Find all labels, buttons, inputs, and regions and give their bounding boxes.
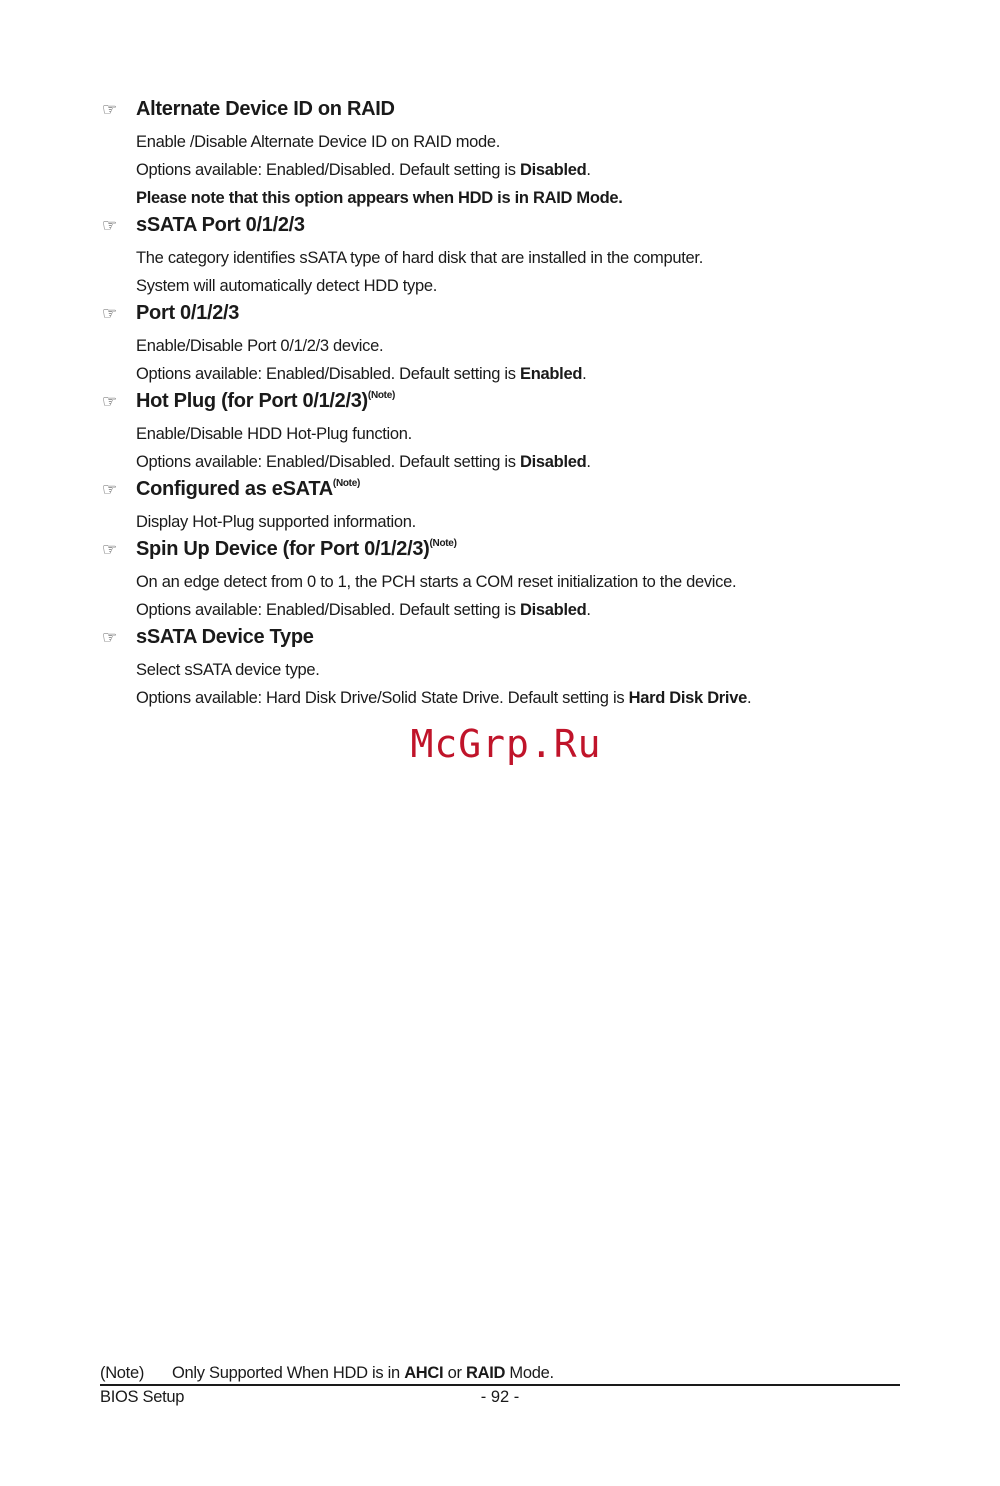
line-text: Select sSATA device type.: [136, 661, 320, 679]
setting-section: [100, 390, 920, 476]
setting-section: [100, 626, 920, 712]
footer-divider: [100, 1384, 900, 1386]
line-punctuation: .: [586, 453, 591, 471]
line-text: Options available: Hard Disk Drive/Solid State Drive. Default setting is: [136, 689, 629, 707]
footnote-text-after: Mode.: [505, 1364, 554, 1382]
footnote-text-before: Only Supported When HDD is in: [172, 1364, 405, 1382]
line-punctuation: .: [582, 365, 587, 383]
description-line: [136, 448, 920, 476]
section-list: [100, 98, 920, 714]
line-text: The category identifies sSATA type of hard disk that are installed in the computer.: [136, 249, 703, 267]
default-value: Disabled: [520, 453, 587, 471]
description-line: [136, 128, 920, 156]
setting-title-text: Hot Plug (for Port 0/1/2/3): [136, 390, 368, 412]
line-punctuation: .: [746, 689, 752, 707]
pointing-hand-icon: ☞: [102, 392, 118, 411]
line-text: Display Hot-Plug supported information.: [136, 513, 416, 531]
description-line: [136, 244, 920, 272]
setting-description: [100, 508, 920, 536]
line-text: On an edge detect from 0 to 1, the PCH starts a COM reset initialization to the device.: [136, 573, 737, 591]
setting-title-text: sSATA Port 0/1/2/3: [136, 214, 305, 236]
setting-title: [136, 538, 457, 561]
description-line: [136, 272, 920, 300]
setting-title-text: Configured as eSATA: [136, 478, 333, 500]
description-line: [136, 360, 920, 388]
default-value: Enabled: [520, 365, 583, 383]
setting-title: [136, 214, 305, 237]
setting-section: [100, 302, 920, 388]
setting-description: [100, 656, 920, 712]
setting-section: [100, 478, 920, 536]
line-text: Options available: Enabled/Disabled. Default setting is: [136, 453, 521, 471]
setting-section: [100, 214, 920, 300]
footnote-label: (Note): [100, 1364, 145, 1382]
note-marker: (Note): [429, 538, 457, 549]
pointing-hand-icon: ☞: [102, 100, 118, 119]
setting-title: [136, 98, 395, 121]
line-punctuation: .: [586, 161, 591, 179]
pointing-hand-icon: ☞: [102, 304, 118, 323]
default-value: Disabled: [520, 601, 587, 619]
setting-title: [136, 478, 360, 501]
setting-description: [100, 420, 920, 476]
note-marker: (Note): [332, 478, 361, 489]
pointing-hand-icon: ☞: [102, 216, 118, 235]
line-text: Options available: Enabled/Disabled. Default setting is: [136, 161, 521, 179]
line-punctuation: .: [586, 601, 591, 619]
description-line: [136, 508, 920, 536]
footnote-text-mid: or: [443, 1364, 466, 1382]
setting-heading: [100, 98, 920, 128]
setting-title-text: Alternate Device ID on RAID: [136, 98, 395, 120]
footnote: [100, 1364, 554, 1383]
setting-title: [136, 626, 314, 649]
line-text: Please note that this option appears when HDD is in RAID Mode.: [136, 189, 623, 207]
description-line: [136, 156, 920, 184]
line-text: Enable/Disable HDD Hot-Plug function.: [136, 425, 412, 443]
setting-heading: [100, 626, 920, 656]
page-number: - 92 -: [480, 1388, 520, 1406]
line-text: Enable /Disable Alternate Device ID on RAID mode.: [136, 133, 501, 151]
setting-heading: [100, 214, 920, 244]
setting-description: [100, 332, 920, 388]
setting-section: [100, 98, 920, 212]
setting-description: [100, 244, 920, 300]
footnote-bold-raid: RAID: [465, 1364, 506, 1382]
line-text: System will automatically detect HDD type.: [136, 277, 438, 295]
setting-section: [100, 538, 920, 624]
description-line: [136, 684, 920, 712]
setting-description: [100, 568, 920, 624]
pointing-hand-icon: ☞: [102, 480, 118, 499]
setting-heading: [100, 302, 920, 332]
description-line: [136, 568, 920, 596]
pointing-hand-icon: ☞: [102, 540, 118, 559]
setting-title: [136, 302, 239, 325]
default-value: Disabled: [520, 161, 587, 179]
description-line: [136, 332, 920, 360]
setting-title-text: Port 0/1/2/3: [136, 302, 240, 324]
footer-title: BIOS Setup: [100, 1388, 185, 1406]
setting-description: [100, 128, 920, 212]
line-text: Options available: Enabled/Disabled. Default setting is: [136, 601, 521, 619]
note-marker: (Note): [367, 390, 396, 401]
description-line: [136, 596, 920, 624]
setting-title: [136, 390, 395, 413]
description-line: [136, 656, 920, 684]
setting-heading: [100, 538, 920, 568]
setting-title-text: Spin Up Device (for Port 0/1/2/3): [136, 538, 430, 560]
setting-heading: [100, 390, 920, 420]
line-text: Enable/Disable Port 0/1/2/3 device.: [136, 337, 384, 355]
pointing-hand-icon: ☞: [102, 628, 118, 647]
setting-title-text: sSATA Device Type: [136, 626, 314, 648]
description-line: [136, 184, 920, 212]
description-line: [136, 420, 920, 448]
setting-heading: [100, 478, 920, 508]
default-value: Hard Disk Drive: [628, 689, 747, 707]
line-text: Options available: Enabled/Disabled. Default setting is: [136, 365, 521, 383]
footnote-bold-ahci: AHCI: [404, 1364, 444, 1382]
watermark: McGrp.Ru: [410, 722, 602, 766]
